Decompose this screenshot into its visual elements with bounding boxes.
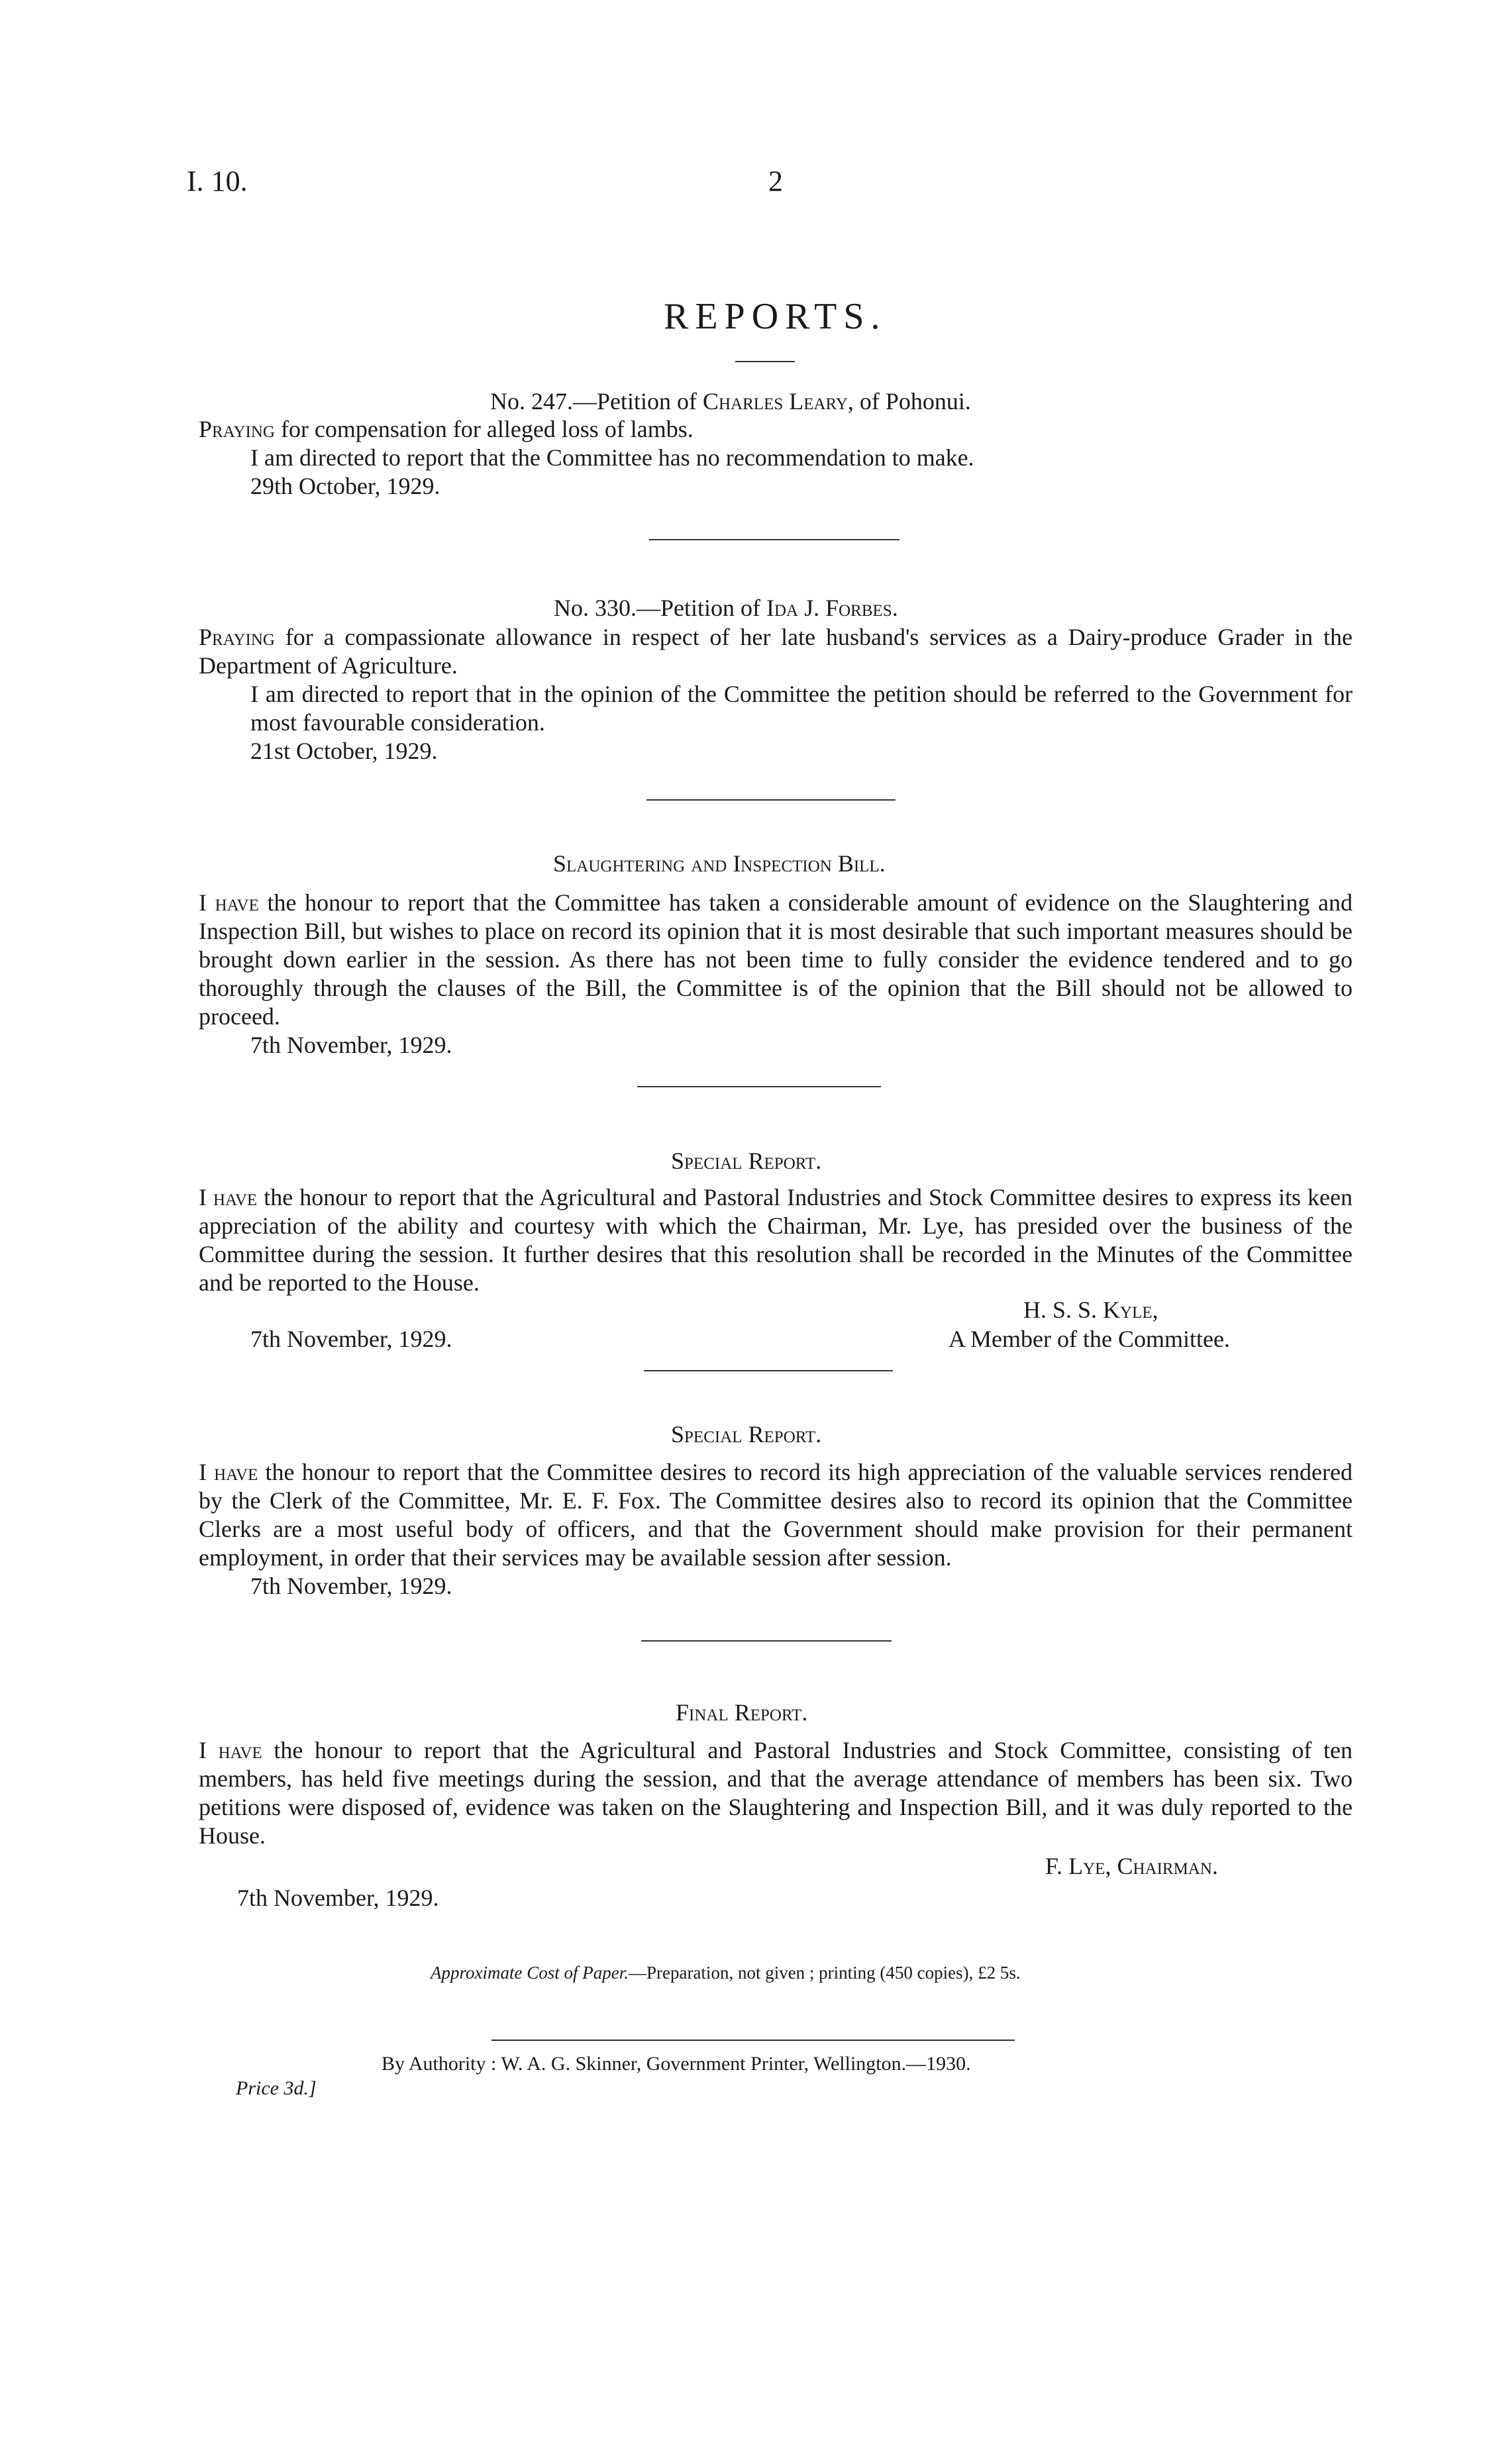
section-date: 7th November, 1929. [250, 1326, 452, 1352]
signature: F. Lye, Chairman. [1045, 1853, 1218, 1879]
document-reference: I. 10. [187, 165, 248, 197]
section-heading: Special Report. [671, 1148, 822, 1174]
price: Price 3d.] [236, 2077, 317, 2099]
signature-name: H. S. S. Kyle, [1023, 1297, 1158, 1323]
section-divider [637, 1086, 881, 1087]
petitioner-name: Ida J. Forbes [766, 595, 892, 621]
section-date: 29th October, 1929. [250, 473, 440, 499]
section-date: 7th November, 1929. [250, 1032, 452, 1058]
section-heading: Special Report. [671, 1421, 822, 1448]
section-body: I have the honour to report that the Agricultural and Pastoral Industries and Stock Committee, consisting of ten members, has held five meetings during the session, and that the average attendance of members has been six. Two petitions were disposed of, evidence was taken on the Slaughtering and Inspection Bill, and it was duly reported to the House. [199, 1737, 1353, 1849]
section-body: Praying for compensation for alleged loss of lambs. I am directed to report that the Committee has no recommendation to make. 29th October, 1929. [199, 415, 1353, 501]
signature-title: A Member of the Committee. [949, 1326, 1230, 1352]
page-number: 2 [768, 165, 783, 197]
section-date: 7th November, 1929. [250, 1573, 452, 1599]
petitioner-name: Charles Leary [703, 388, 848, 415]
section-body: Praying for a compassionate allowance in respect of her late husband's services as a Dairy-produce Grader in the Department of Agriculture. I am directed to report that in the opinion of the Committee the petition should be referred to the Government for most favourable consideration. 21st October, 1929. [199, 624, 1353, 764]
section-body: I have the honour to report that the Committee desires to record its high appreciation of the valuable services rendered by the Clerk of the Committee, Mr. E. F. Fox. The Committee desires also to record its opinion that the Committee Clerks are a most useful body of officers, and that the Government should make provision for their permanent employment, in order that their services may be available session after session. 7th November, 1929. [199, 1459, 1353, 1599]
section-divider [649, 539, 899, 540]
section-body: I have the honour to report that the Agricultural and Pastoral Industries and Stock Committee desires to express its keen appreciation of the ability and courtesy with which the Chairman, Mr. Lye, has presided over the business of the Committee during the session. It further desires that this resolution shall be recorded in the Minutes of the Committee and be reported to the House. [199, 1184, 1353, 1296]
section-heading: Final Report. [676, 1699, 808, 1726]
section-heading: No. 330.—Petition of Ida J. Forbes. [554, 595, 898, 621]
page-title: REPORTS. [664, 296, 887, 337]
section-body: I have the honour to report that the Committee has taken a considerable amount of evidence on the Slaughtering and Inspection Bill, but wishes to place on record its opinion that it is most desirable that such important measures should be brought down earlier in the session. As there has not been time to fully consider the evidence tendered and to go thoroughly through the clauses of the Bill, the Committee is of the opinion that the Bill should not be allowed to proceed. 7th November, 1929. [199, 889, 1353, 1058]
cost-note: Approximate Cost of Paper.—Preparation, not given ; printing (450 copies), £2 5s. [431, 1963, 1021, 1983]
section-divider [641, 1640, 892, 1642]
title-rule [735, 361, 795, 362]
section-heading: Slaughtering and Inspection Bill. [553, 850, 886, 877]
section-date: 7th November, 1929. [237, 1885, 439, 1911]
printer-authority: By Authority : W. A. G. Skinner, Government Printer, Wellington.—1930. [382, 2053, 971, 2075]
footer-rule [491, 2040, 1015, 2041]
section-divider [644, 1370, 893, 1371]
section-date: 21st October, 1929. [250, 738, 438, 764]
section-heading: No. 247.—Petition of Charles Leary, of Pohonui. [490, 388, 971, 415]
section-divider [646, 799, 896, 801]
